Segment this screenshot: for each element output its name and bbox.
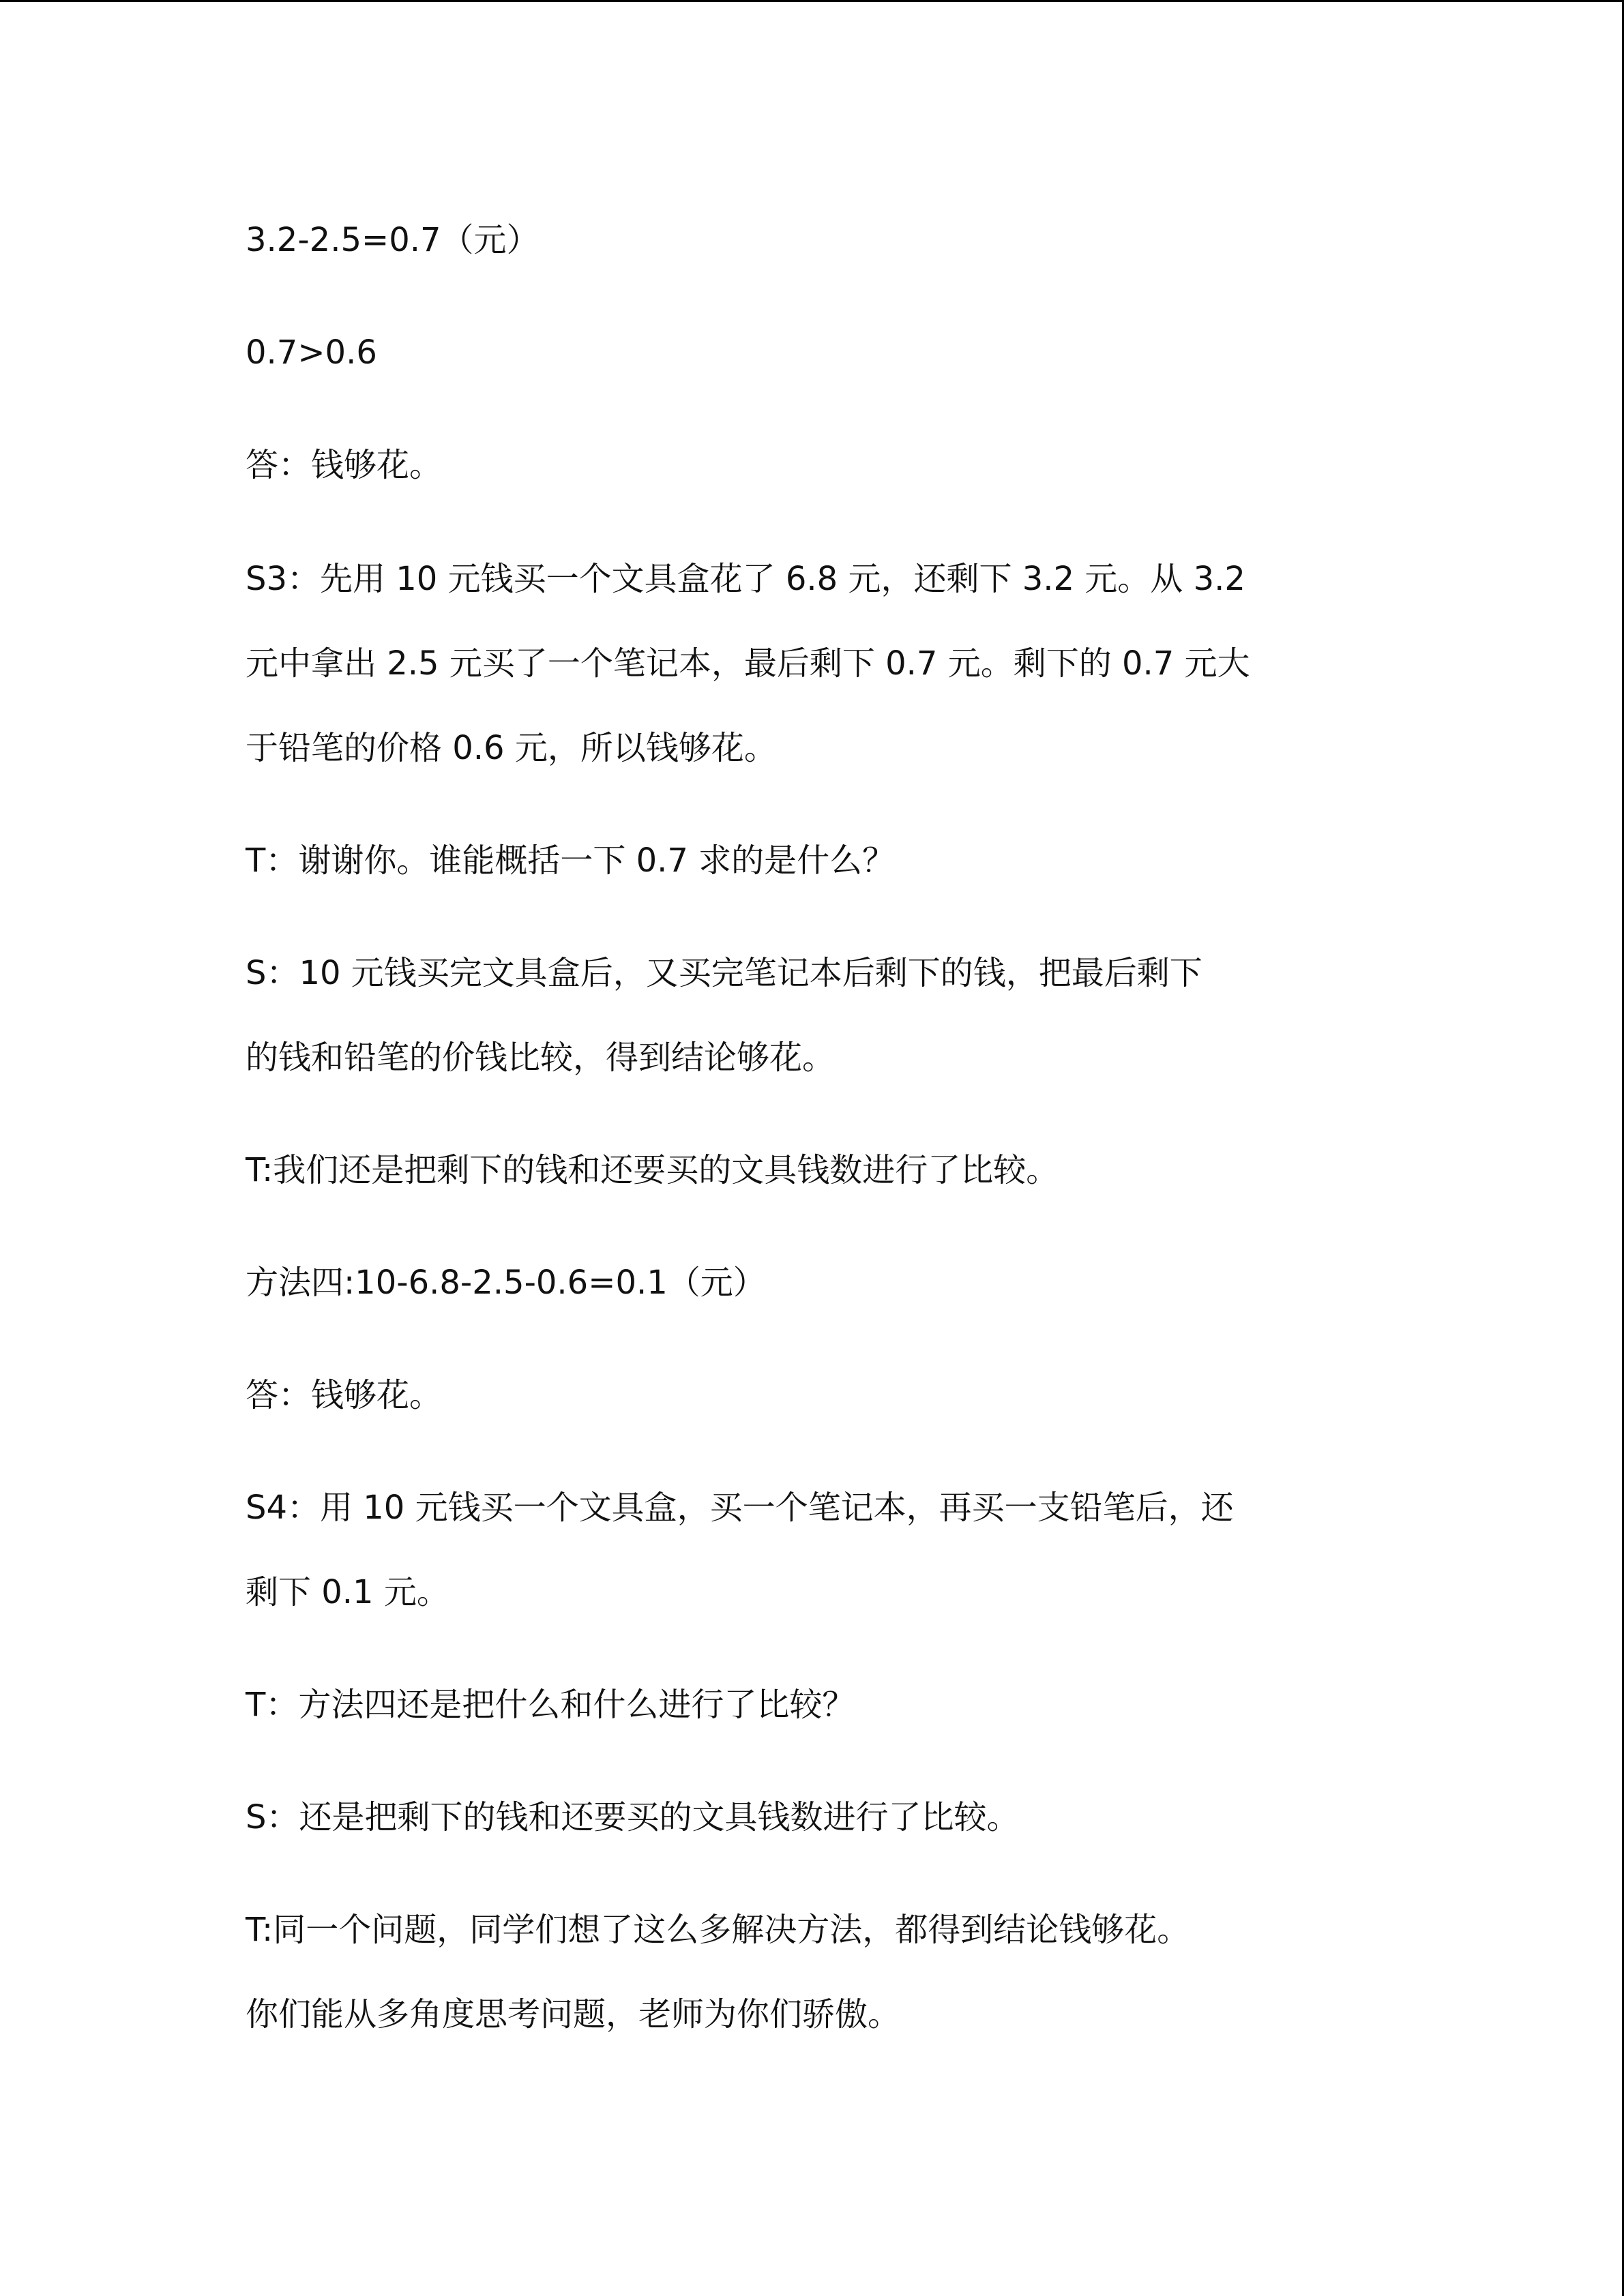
s4-line-1: S4：用 10 元钱买一个文具盒，买一个笔记本，再买一支铅笔后，还 xyxy=(246,1489,1234,1527)
teacher-conclusion-line-1: T:同一个问题，同学们想了这么多解决方法，都得到结论钱够花。 xyxy=(246,1911,1190,1949)
student-answer-line-1: S：10 元钱买完文具盒后，又买完笔记本后剩下的钱，把最后剩下 xyxy=(246,954,1202,992)
comparison-line: 0.7>0.6 xyxy=(246,333,377,372)
answer-line: 答：钱够花。 xyxy=(246,446,443,484)
answer-line-2: 答：钱够花。 xyxy=(246,1376,443,1414)
teacher-conclusion-line-2: 你们能从多角度思考问题，老师为你们骄傲。 xyxy=(246,1995,901,2033)
student-answer-line-3: S：还是把剩下的钱和还要买的文具钱数进行了比较。 xyxy=(246,1798,1020,1836)
s3-line-2: 元中拿出 2.5 元买了一个笔记本，最后剩下 0.7 元。剩下的 0.7 元大 xyxy=(246,644,1250,683)
teacher-question-line: T：谢谢你。谁能概括一下 0.7 求的是什么？ xyxy=(246,841,896,880)
page-border-top xyxy=(0,0,1624,2)
teacher-summary-line: T:我们还是把剩下的钱和还要买的文具钱数进行了比较。 xyxy=(246,1151,1059,1189)
s3-line-3: 于铅笔的价格 0.6 元，所以钱够花。 xyxy=(246,729,777,767)
method-four-line: 方法四:10-6.8-2.5-0.6=0.1（元） xyxy=(246,1264,766,1302)
student-answer-line-2: 的钱和铅笔的价钱比较，得到结论够花。 xyxy=(246,1039,836,1077)
s3-line-1: S3：先用 10 元钱买一个文具盒花了 6.8 元，还剩下 3.2 元。从 3.2 xyxy=(246,560,1245,598)
teacher-question-line-2: T：方法四还是把什么和什么进行了比较？ xyxy=(246,1686,855,1724)
s4-line-2: 剩下 0.1 元。 xyxy=(246,1573,449,1611)
equation-line: 3.2-2.5=0.7（元） xyxy=(246,221,540,259)
